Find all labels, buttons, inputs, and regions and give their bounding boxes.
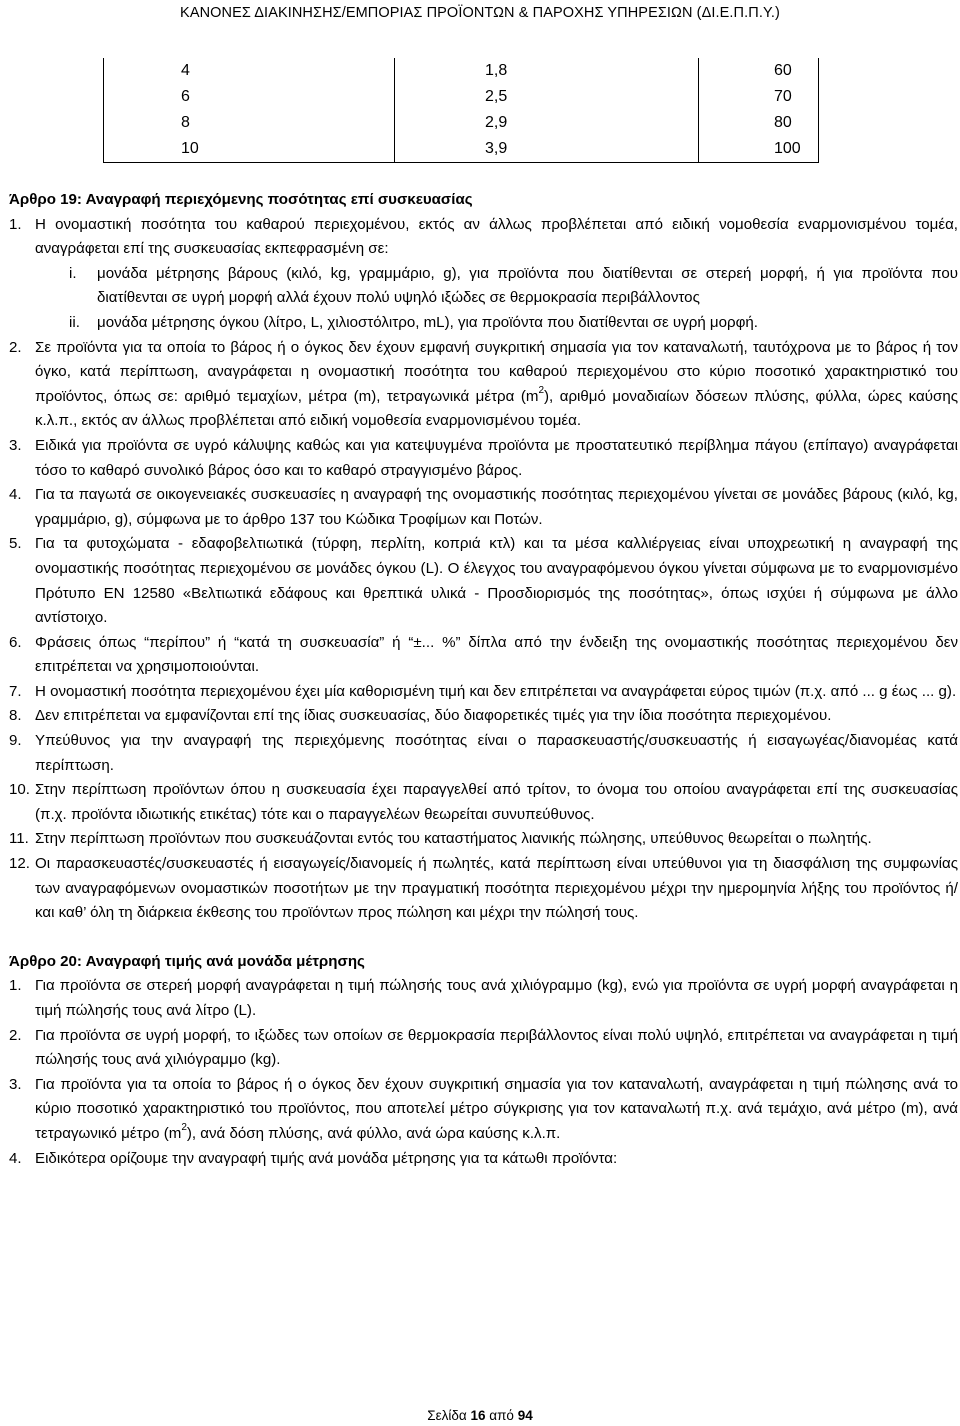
article-20-heading: Άρθρο 20: Αναγραφή τιμής ανά μονάδα μέτρησης [9,952,365,970]
table-cell: 60 [699,58,819,84]
table-cell: 2,5 [395,84,699,110]
page-header: ΚΑΝΟΝΕΣ ΔΙΑΚΙΝΗΣΗΣ/ΕΜΠΟΡΙΑΣ ΠΡΟΪΟΝΤΩΝ & ΠΑΡΟΧΗΣ ΥΠΗΡΕΣΙΩΝ (ΔΙ.Ε.Π.Π.Υ.) [180,5,780,21]
spacer [9,926,958,950]
article-20-item-3: 3. Για προϊόντα για τα οποία το βάρος ή ο όγκος δεν έχουν συγκριτική σημασία για τον καταναλωτή, αναγράφεται η τιμή πώλησης ανά το κύριο ποσοτικό χαρακτηριστικό του προϊόντος, που αποτελεί μέτρο σύγκρισης για τον καταναλωτή π.χ. ανά τεμάχιο, ανά μέτρο (m), ανά τετραγωνικό μέτρο $(m^2)$, ανά δόση πλύσης, ανά φύλλο, ανά ώρα καύσης κ.λ.π. [9,1075,958,1142]
article-19-heading: Άρθρο 19: Αναγραφή περιεχόμενης ποσότητας επί συσκευασίας [9,191,473,208]
table-row [104,84,819,110]
table-cell: 3,9 [395,136,699,163]
article-19-item-9: 9. Υπεύθυνος για την αναγραφή της περιεχόμενης ποσότητας είναι ο παρασκευαστής/συσκευαστής ή εισαγωγέας/διανομέας κατά περίπτωση. [9,732,958,774]
footer-page-number: 16 [470,1408,486,1423]
table-row [104,58,819,84]
article-19-item-8: 8. Δεν επιτρέπεται να εμφανίζονται επί της ίδιας συσκευασίας, δύο διαφορετικές τιμές για την ίδια ποσότητα περιεχομένου. [9,707,832,725]
article-19-item-4: 4. Για τα παγωτά σε οικογενειακές συσκευασίες η αναγραφή της ονομαστικής ποσότητας περιεχομένου γίνεται σε μονάδες βάρους (κιλό, kg, γραμμάριο, g), σύμφωνα με το άρθρο 137 του Κώδικα Τροφίμων και Ποτών. [9,486,958,528]
article-19-subitem-i: i. μονάδα μέτρησης βάρους (κιλό, kg, γραμμάριο, g), για προϊόντα που διατίθενται σε στερεή μορφή, ή για προϊόντα που διατίθενται σε υγρή μορφή αλλά έχουν πολύ υψηλό ιξώδες σε θερμοκρασία περιβάλλοντος [69,264,958,307]
footer-prefix: Σελίδα [427,1408,467,1423]
table-cell: 8 [104,110,395,136]
article-19-item-5: 5. Για τα φυτοχώματα - εδαφοβελτιωτικά (τύρφη, περλίτη, κοπριά κτλ) και τα μέσα καλλιέργειας είναι υποχρεωτική η αναγραφή της ονομαστικής ποσότητας περιεχομένου σε μονάδες όγκου (L). Ο έλεγχος του αναγραφόμενου όγκου γίνεται σύμφωνα με το εναρμονισμένο Πρότυπο ΕΝ 12580 «Βελτιωτικά εδάφους και θρεπτικά υλικά - Προσδιορισμός της ποσότητας», όπως ισχύει ή σύμφωνα με άλλο αντίστοιχο. [9,535,958,627]
footer-total-pages: 94 [517,1408,533,1423]
article-19-item-2: 2. Σε προϊόντα για τα οποία το βάρος ή ο όγκος δεν έχουν εμφανή συγκριτική σημασία για τον καταναλωτή, ταυτόχρονα με το βάρος ή τον όγκο, κατά περίπτωση, αναγράφεται η ονομαστική ποσότητα του καθαρού περιεχομένου στο κύριο ποσοτικό χαρακτηριστικό του προϊόντος, όπως σε: αριθμό τεμαχίων, μέτρα (m), τετραγωνικά μέτρα $(m^2)$, αριθμό μοναδιαίων δόσεων πλύσης, φύλλα, ώρες καύσης κ.λ.π., εκτός αν άλλως προβλέπεται από ειδική νομοθεσία εναρμονισμένου τομέα. [9,338,958,430]
table-row [104,136,819,163]
article-19-item-10: 10. Στην περίπτωση προϊόντων όπου η συσκευασία έχει παραγγελθεί από τρίτον, το όνομα του οποίου αναγράφεται επί της συσκευασίας (π.χ. προϊόντα ιδιωτικής ετικέτας) τότε και ο παραγγελέων θεωρείται συνυπεύθυνος. [9,781,958,823]
table-cell: 6 [104,84,395,110]
table-cell: 10 [104,136,395,163]
article-20-item-2: 2. Για προϊόντα σε υγρή μορφή, το ιξώδες των οποίων σε θερμοκρασία περιβάλλοντος είναι πολύ υψηλό, επιτρέπεται να αναγράφεται η τιμή πώλησής τους ανά χιλιόγραμμο (kg). [9,1026,958,1069]
footer-middle: από [489,1408,514,1423]
article-19-item-11: 11. Στην περίπτωση προϊόντων που συσκευάζονται εντός του καταστήματος λιανικής πώλησης, υπεύθυνος θεωρείται ο πωλητής. [9,830,872,848]
table-cell: 80 [699,110,819,136]
table-cell: 2,9 [395,110,699,136]
article-19-subitem-ii: ii. μονάδα μέτρησης όγκου (λίτρο, L, χιλιοστόλιτρο, mL), για προϊόντα που διατίθενται σε υγρή μορφή. [69,313,758,331]
article-19-item-12: 12. Οι παρασκευαστές/συσκευαστές ή εισαγωγείς/διανομείς ή πωλητές, κατά περίπτωση είναι υπεύθυνοι για τη διασφάλιση της συμφωνίας των αναγραφόμενων ονομαστικών ποσοτήτων με την πραγματική ποσότητα περιεχομένου μέχρι την ημερομηνία λήξης του προϊόντος ή/και καθ’ όλη τη διάρκεια έκθεσης του προϊόντων προς πώληση και μέχρι την πώλησή τους. [9,855,958,922]
article-19-item-1: 1. Η ονομαστική ποσότητα του καθαρού περιεχομένου, εκτός αν άλλως προβλέπεται από ειδική νομοθεσία εναρμονισμένου τομέα, αναγράφεται επί της συσκευασίας εκπεφρασμένη σε: [9,215,958,258]
table-row [104,110,819,136]
article-19-item-3: 3. Ειδικά για προϊόντα σε υγρό κάλυψης καθώς και για κατεψυγμένα προϊόντα με προστατευτικό περίβλημα πάγου (επίπαγο) αναγράφεται τόσο το καθαρό συνολικό βάρος όσο και το καθαρό στραγγισμένο βάρος. [9,436,958,479]
table-cell: 4 [104,58,395,84]
document-body [9,188,958,1171]
article-20-item-1: 1. Για προϊόντα σε στερεή μορφή αναγράφεται η τιμή πώλησής τους ανά χιλιόγραμμο (kg), ενώ για προϊόντα σε υγρή μορφή αναγράφεται η τιμή πώλησής τους ανά λίτρο (L). [9,977,958,1019]
table-cell: 1,8 [395,58,699,84]
table-cell: 70 [699,84,819,110]
page-footer [0,1408,960,1423]
table-cell: 100 [699,136,819,163]
article-20-item-4: 4. Ειδικότερα ορίζουμε την αναγραφή τιμής ανά μονάδα μέτρησης για τα κάτωθι προϊόντα: [9,1149,618,1167]
article-19-item-6: 6. Φράσεις όπως “περίπου” ή “κατά τη συσκευασία” ή “±... %” δίπλα από την ένδειξη της ονομαστικής ποσότητας περιεχομένου δεν επιτρέπεται να χρησιμοποιούνται. [9,633,958,676]
values-table [103,58,819,163]
article-19-item-7: 7. Η ονομαστική ποσότητα περιεχομένου έχει μία καθορισμένη τιμή και δεν επιτρέπεται να αναγράφεται εύρος τιμών (π.χ. από ... g έως ... g). [9,682,957,700]
